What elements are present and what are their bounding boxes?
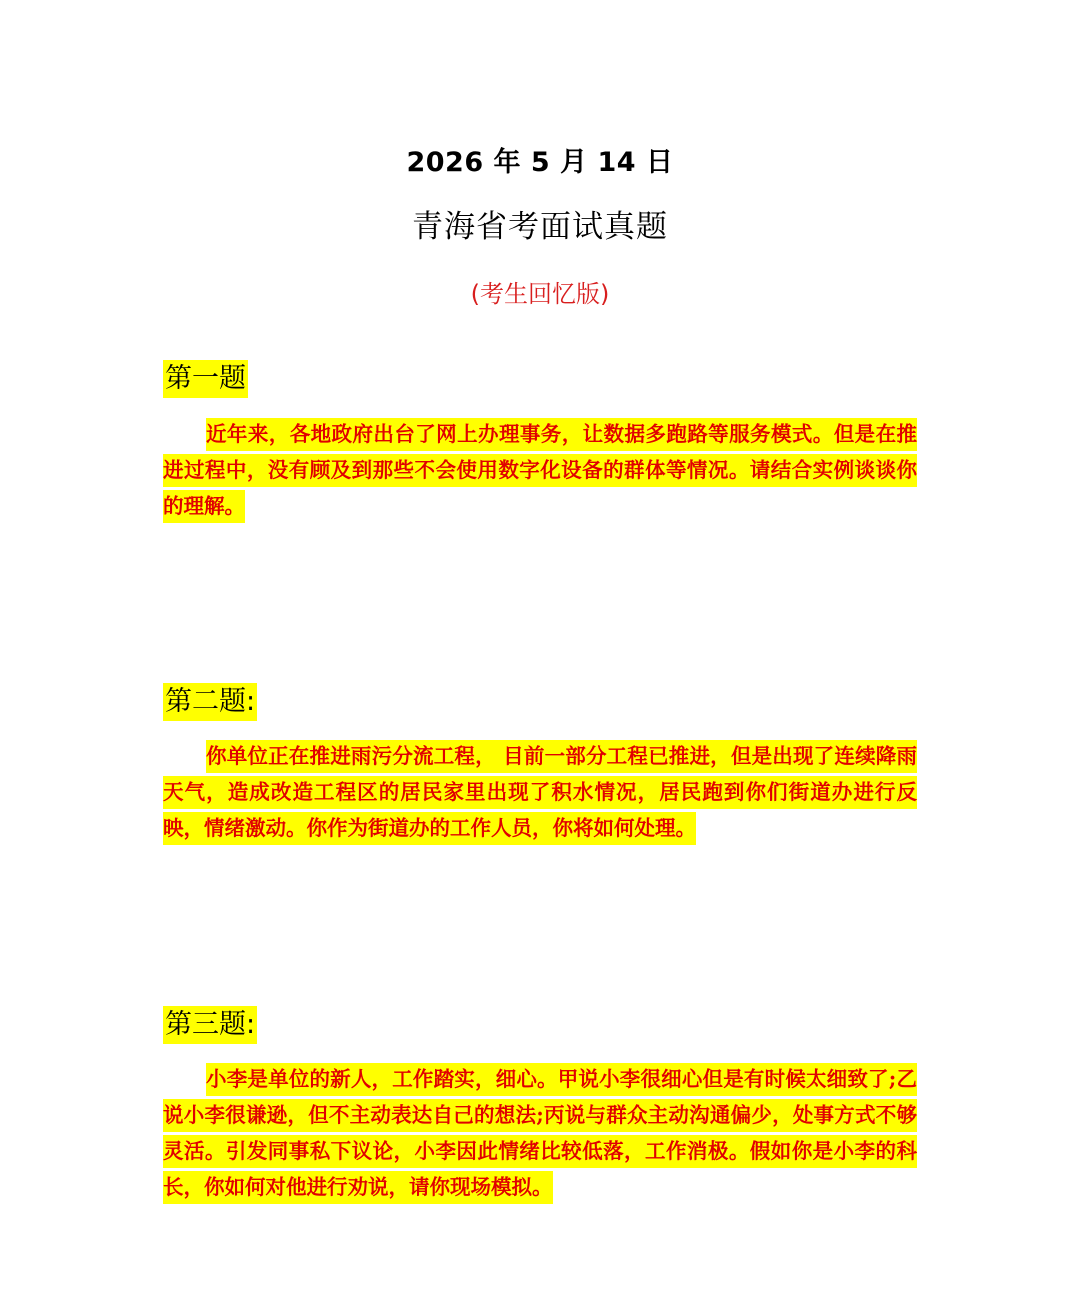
question-2-highlight: 你单位正在推进雨污分流工程， 目前一部分工程已推进，但是出现了连续降雨天气，造成改造工程区的居民家里出现了积水情况，居民跑到你们街道办进行反映，情绪激动。你作为街道办的工作人员，你将如何处理。	[163, 740, 917, 845]
question-3-highlight: 小李是单位的新人，工作踏实，细心。甲说小李很细心但是有时候太细致了;乙说小李很谦逊，但不主动表达自己的想法;丙说与群众主动沟通偏少，处事方式不够灵活。引发同事私下议论，小李因此情绪比较低落，工作消极。假如你是小李的科长，你如何对他进行劝说，请你现场模拟。	[163, 1063, 917, 1204]
question-1-text	[163, 416, 917, 524]
question-1-heading: 第一题	[163, 360, 248, 398]
question-3-heading: 第三题:	[163, 1006, 257, 1044]
document-title: 青海省考面试真题	[412, 209, 668, 245]
question-1-highlight: 近年来，各地政府出台了网上办理事务，让数据多跑路等服务模式。但是在推进过程中，没有顾及到那些不会使用数字化设备的群体等情况。请结合实例谈谈你的理解。	[163, 418, 917, 523]
question-3-text	[163, 1061, 917, 1205]
question-2-text	[163, 738, 917, 846]
document-subtitle: (考生回忆版)	[470, 280, 610, 308]
document-date: 2026 年 5 月 14 日	[406, 147, 674, 178]
question-2-heading: 第二题:	[163, 683, 257, 721]
